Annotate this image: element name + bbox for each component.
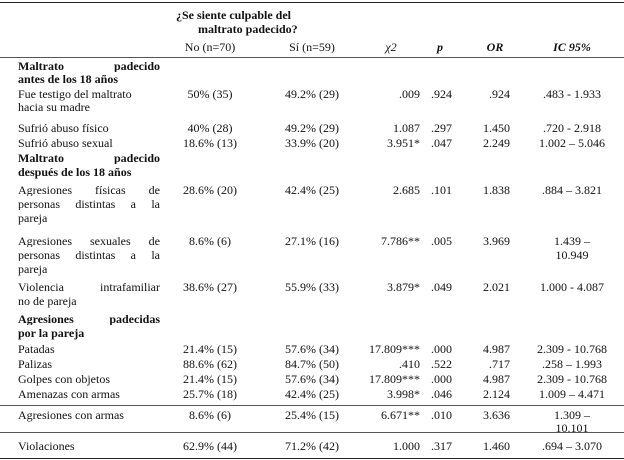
section-title: Agresiones padecidas — [18, 313, 160, 325]
section-title-cont: antes de los 18 años — [18, 72, 119, 86]
row-separator-rule — [0, 405, 624, 406]
header-si-col: Sí (n=59) — [289, 40, 335, 54]
cell-chi2: 6.671** — [381, 408, 420, 422]
cell-chi2: 2.685 — [393, 183, 420, 197]
row-label: Golpes con objetos — [18, 372, 110, 386]
cell-ic: .483 - 1.933 — [543, 87, 601, 101]
cell-or: 2.021 — [483, 280, 510, 294]
cell-or: 3.969 — [483, 234, 510, 248]
cell-si: 27.1% (16) — [285, 234, 339, 248]
cell-or: 4.987 — [483, 372, 510, 386]
cell-ic: 1.439 – — [554, 234, 590, 248]
cell-or: 1.460 — [483, 439, 510, 453]
cell-chi2: 17.809*** — [369, 372, 420, 386]
cell-chi2: 3.879* — [387, 280, 420, 294]
cell-no: 50% (35) — [187, 87, 233, 101]
cell-p: .010 — [431, 408, 452, 422]
cell-ic: 2.309 - 10.768 — [537, 372, 607, 386]
row-label-cont: pareja — [18, 211, 48, 225]
cell-no: 28.6% (20) — [183, 183, 237, 197]
row-label: Violaciones — [18, 439, 75, 453]
row-label: Palizas — [18, 357, 52, 371]
cell-si: 84.7% (50) — [285, 357, 339, 371]
cell-chi2: 17.809*** — [369, 342, 420, 356]
cell-si: 25.4% (15) — [285, 408, 339, 422]
cell-p: .317 — [431, 439, 452, 453]
cell-si: 49.2% (29) — [285, 87, 339, 101]
cell-ic: 1.009 – 4.471 — [539, 387, 605, 401]
cell-ic: .884 – 3.821 — [542, 183, 602, 197]
cell-p: .005 — [431, 234, 452, 248]
cell-chi2: 3.951* — [387, 136, 420, 150]
cell-ic-cont: 10.949 — [555, 248, 589, 262]
cell-si: 71.2% (42) — [285, 439, 339, 453]
row-label-cont: hacia su madre — [18, 100, 90, 114]
cell-or: 3.636 — [483, 408, 510, 422]
cell-ic: 1.002 – 5.046 — [539, 136, 605, 150]
cell-no: 8.6% (6) — [189, 234, 231, 248]
table-bottom-rule — [0, 458, 624, 459]
cell-no: 21.4% (15) — [183, 372, 237, 386]
row-label: Agresiones sexuales de — [18, 235, 160, 247]
row-label: Sufrió abuso físico — [18, 121, 109, 135]
cell-or: .717 — [489, 357, 510, 371]
header-question: ¿Se siente culpable del — [176, 8, 292, 22]
cell-p: .924 — [431, 87, 452, 101]
section-title-cont: después de los 18 años — [18, 165, 132, 179]
cell-chi2: .410 — [399, 357, 420, 371]
section-title-cont: por la pareja — [18, 326, 85, 340]
header-or: OR — [486, 40, 504, 54]
cell-chi2: .009 — [399, 87, 420, 101]
cell-ic: .694 – 3.070 — [542, 439, 602, 453]
cell-ic: 1.309 – — [554, 408, 590, 422]
cell-p: .297 — [431, 121, 452, 135]
cell-no: 25.7% (18) — [183, 387, 237, 401]
header-chi2: χ2 — [385, 40, 397, 54]
section-title: Maltrato padecido — [18, 152, 160, 164]
cell-or: 1.450 — [483, 121, 510, 135]
cell-or: 2.249 — [483, 136, 510, 150]
cell-p: .047 — [431, 136, 452, 150]
cell-or: .924 — [489, 87, 510, 101]
cell-chi2: 1.000 — [393, 439, 420, 453]
cell-ic: .258 – 1.993 — [542, 357, 602, 371]
row-label-cont: personas distintas a la — [18, 249, 160, 261]
cell-or: 4.987 — [483, 342, 510, 356]
cell-p: .000 — [431, 342, 452, 356]
cell-ic: 2.309 - 10.768 — [537, 342, 607, 356]
cell-si: 55.9% (33) — [285, 280, 339, 294]
cell-p: .000 — [431, 372, 452, 386]
cell-si: 42.4% (25) — [285, 183, 339, 197]
cell-no: 62.9% (44) — [183, 439, 237, 453]
header-no-col: No (n=70) — [184, 40, 236, 54]
header-bottom-rule — [0, 57, 624, 58]
row-label-cont: pareja — [18, 262, 48, 276]
cell-or: 1.838 — [483, 183, 510, 197]
cell-no: 8.6% (6) — [189, 408, 231, 422]
cell-chi2: 3.998* — [387, 387, 420, 401]
row-label: Violencia intrafamiliar — [18, 281, 160, 293]
header-question-cont: maltrato padecido? — [198, 22, 298, 36]
cell-p: .101 — [431, 183, 452, 197]
cell-p: .049 — [431, 280, 452, 294]
row-label: Patadas — [18, 342, 55, 356]
row-label: Amenazas con armas — [18, 387, 120, 401]
cell-si: 33.9% (20) — [285, 136, 339, 150]
cell-no: 18.6% (13) — [183, 136, 237, 150]
table-top-rule — [0, 2, 624, 3]
cell-no: 88.6% (62) — [183, 357, 237, 371]
header-p: p — [437, 40, 443, 54]
cell-p: .522 — [431, 357, 452, 371]
section-title: Maltrato padecido — [18, 60, 160, 72]
row-label-cont: personas distintas a la — [18, 198, 160, 210]
cell-or: 2.124 — [483, 387, 510, 401]
row-label-cont: no de pareja — [18, 294, 77, 308]
cell-ic: 1.000 - 4.087 — [540, 280, 604, 294]
cell-chi2: 7.786** — [381, 234, 420, 248]
cell-si: 49.2% (29) — [285, 121, 339, 135]
cell-no: 40% (28) — [187, 121, 233, 135]
row-label: Sufrió abuso sexual — [18, 136, 113, 150]
cell-si: 57.6% (34) — [285, 372, 339, 386]
cell-ic: .720 - 2.918 — [543, 121, 601, 135]
row-label: Agresiones con armas — [18, 408, 124, 422]
cell-no: 38.6% (27) — [183, 280, 237, 294]
row-label: Fue testigo del maltrato — [18, 87, 132, 101]
cell-p: .046 — [431, 387, 452, 401]
cell-chi2: 1.087 — [393, 121, 420, 135]
cell-ic-cont: 10.101 — [555, 421, 589, 435]
cell-si: 57.6% (34) — [285, 342, 339, 356]
row-label: Agresiones físicas de — [18, 184, 160, 196]
header-ic: IC 95% — [553, 40, 591, 54]
cell-si: 42.4% (25) — [285, 387, 339, 401]
cell-no: 21.4% (15) — [183, 342, 237, 356]
